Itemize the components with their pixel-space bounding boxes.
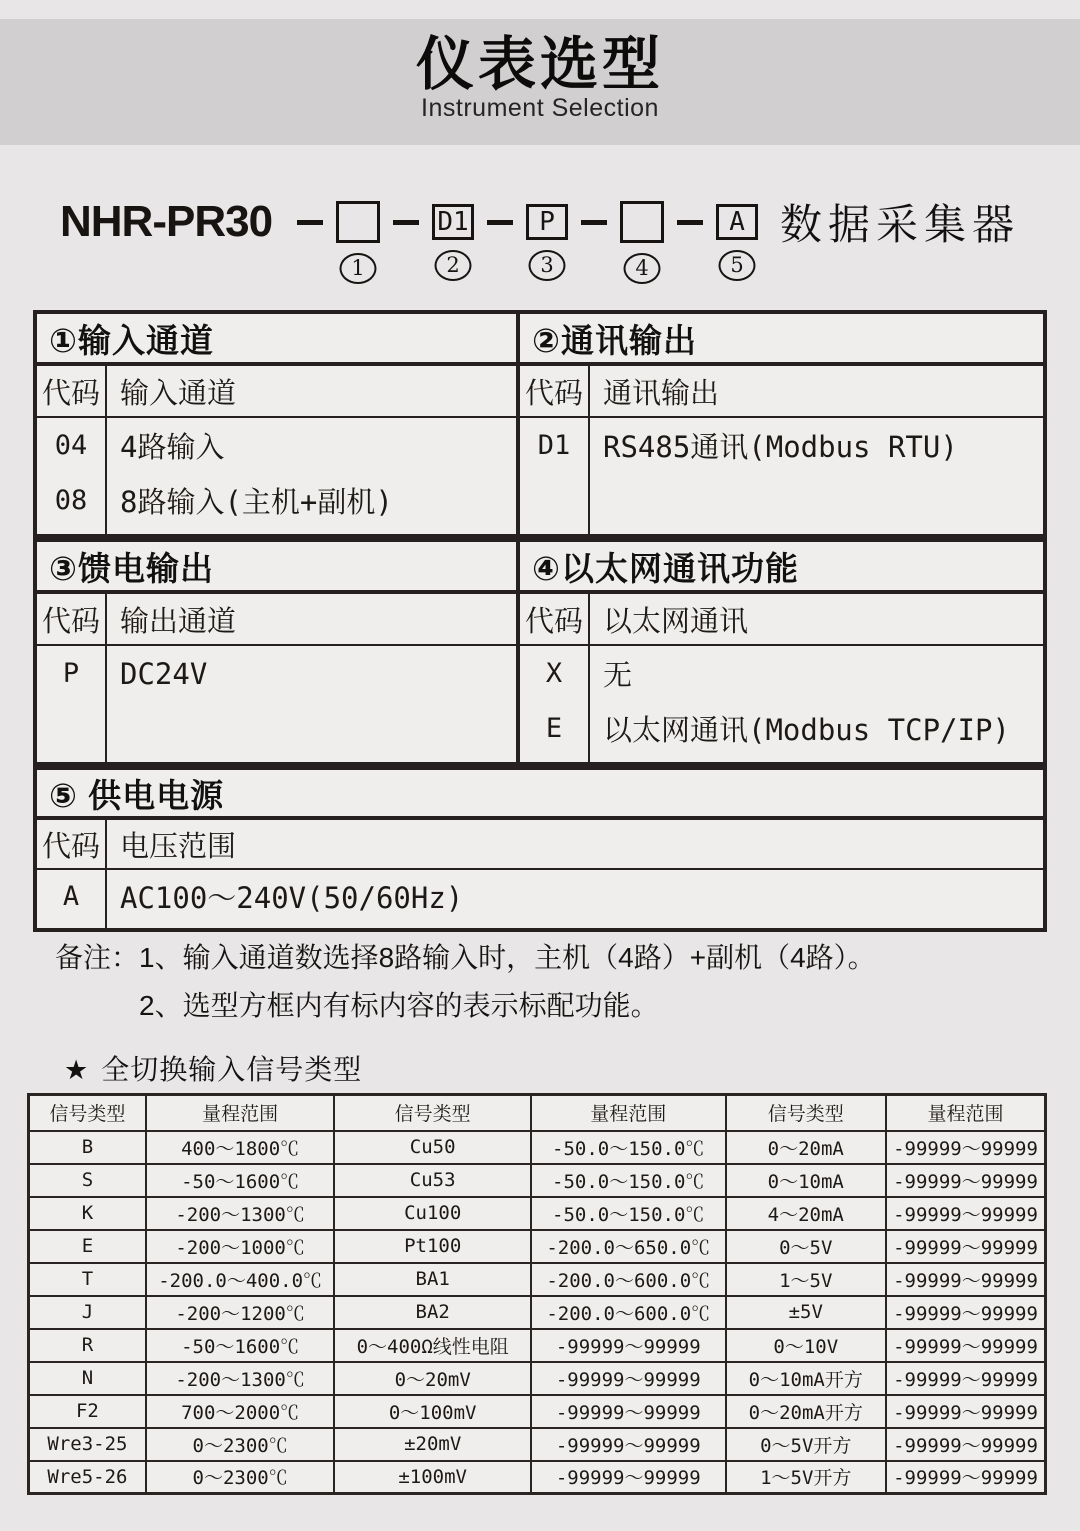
signal-cell: -200～1000℃ xyxy=(146,1230,335,1263)
desc-column xyxy=(590,418,1043,534)
circled-number-4: 4 xyxy=(624,253,661,284)
col-header: 量程范围 xyxy=(146,1095,335,1131)
signal-cell: 1～5V开方 xyxy=(726,1461,886,1494)
star-icon: ★ xyxy=(64,1055,90,1085)
desc-header: 输入通道 xyxy=(120,377,237,410)
table-row xyxy=(29,1329,1046,1362)
note-line-1: 备注：1、输入通道数选择8路输入时，主机（4路）+副机（4路）。 xyxy=(55,942,876,973)
desc-column xyxy=(107,646,516,762)
signal-cell: S xyxy=(29,1164,146,1197)
desc-value: RS485通讯(Modbus RTU) xyxy=(603,430,958,464)
signal-cell: 0～100mV xyxy=(334,1395,531,1428)
signal-cell: R xyxy=(29,1329,146,1362)
model-segment-1 xyxy=(336,201,380,280)
signal-cell: F2 xyxy=(29,1395,146,1428)
code-value: 08 xyxy=(54,485,88,516)
signal-header-row xyxy=(29,1095,1046,1131)
code-value: X xyxy=(545,658,563,689)
table-row xyxy=(29,1131,1046,1164)
signal-cell: -99999～99999 xyxy=(531,1362,726,1395)
signal-cell: -50～1600℃ xyxy=(146,1329,335,1362)
table-row xyxy=(29,1362,1046,1395)
signal-cell: -50～1600℃ xyxy=(146,1164,335,1197)
code-header: 代码 xyxy=(520,594,590,644)
dash-separator xyxy=(393,220,419,225)
signal-cell: BA2 xyxy=(334,1296,531,1329)
code-column xyxy=(37,870,107,928)
signal-cell: -50.0～150.0℃ xyxy=(531,1164,726,1197)
signal-section-title-text: 全切换输入信号类型 xyxy=(101,1054,363,1085)
signal-cell: -99999～99999 xyxy=(531,1461,726,1494)
selection-block-5 xyxy=(33,766,1047,932)
model-box-5: A xyxy=(716,204,758,240)
model-box-1 xyxy=(336,201,380,243)
col-header: 信号类型 xyxy=(29,1095,146,1131)
table-title: ①输入通道 xyxy=(37,314,516,366)
note-line-2: 2、选型方框内有标内容的表示标配功能。 xyxy=(139,990,659,1021)
signal-cell: N xyxy=(29,1362,146,1395)
signal-cell: 700～2000℃ xyxy=(146,1395,335,1428)
model-segment-2 xyxy=(432,204,474,277)
desc-header: 输出通道 xyxy=(120,605,237,638)
table-input-channel xyxy=(37,314,520,534)
selection-block-3-4 xyxy=(33,538,1047,766)
signal-cell: -200～1300℃ xyxy=(146,1197,335,1230)
signal-cell: Pt100 xyxy=(334,1230,531,1263)
signal-cell: 0～5V xyxy=(726,1230,886,1263)
page-subtitle: Instrument Selection xyxy=(421,94,659,122)
table-header-row xyxy=(520,594,1043,646)
signal-cell: -200.0～650.0℃ xyxy=(531,1230,726,1263)
dash-separator xyxy=(677,220,703,225)
table-row xyxy=(29,1296,1046,1329)
signal-cell: BA1 xyxy=(334,1263,531,1296)
desc-column xyxy=(107,418,516,534)
signal-cell: 0～20mA xyxy=(726,1131,886,1164)
signal-cell: Cu100 xyxy=(334,1197,531,1230)
col-header: 信号类型 xyxy=(726,1095,886,1131)
signal-cell: -200.0～400.0℃ xyxy=(146,1263,335,1296)
table-row xyxy=(29,1197,1046,1230)
signal-cell: -200～1200℃ xyxy=(146,1296,335,1329)
code-header: 代码 xyxy=(37,366,107,416)
model-box-3: P xyxy=(526,204,568,240)
table-title: ②通讯输出 xyxy=(520,314,1043,366)
signal-cell: -99999～99999 xyxy=(886,1461,1046,1494)
signal-cell: -50.0～150.0℃ xyxy=(531,1197,726,1230)
desc-value: 8路输入(主机+副机) xyxy=(120,485,393,519)
table-body xyxy=(37,418,516,534)
signal-cell: 0～10mA开方 xyxy=(726,1362,886,1395)
signal-cell: -99999～99999 xyxy=(886,1164,1046,1197)
table-row xyxy=(29,1395,1046,1428)
code-header: 代码 xyxy=(37,820,107,868)
signal-cell: -99999～99999 xyxy=(531,1329,726,1362)
signal-cell: Cu50 xyxy=(334,1131,531,1164)
desc-value: AC100～240V(50/60Hz) xyxy=(120,880,464,915)
signal-cell: -99999～99999 xyxy=(886,1263,1046,1296)
table-body xyxy=(37,646,516,762)
signal-cell: 0～20mA开方 xyxy=(726,1395,886,1428)
desc-value: 无 xyxy=(603,658,633,692)
table-title: ④以太网通讯功能 xyxy=(520,542,1043,594)
signal-cell: -99999～99999 xyxy=(886,1362,1046,1395)
signal-cell: -99999～99999 xyxy=(886,1329,1046,1362)
code-column xyxy=(37,418,107,534)
notes xyxy=(55,941,876,1023)
desc-header: 电压范围 xyxy=(120,830,237,863)
signal-cell: 0～2300℃ xyxy=(146,1461,335,1494)
signal-cell: 1～5V xyxy=(726,1263,886,1296)
selection-block-1-2 xyxy=(33,310,1047,538)
model-box-2: D1 xyxy=(432,204,474,240)
signal-cell: -99999～99999 xyxy=(886,1395,1046,1428)
header-band xyxy=(0,19,1080,145)
signal-cell: T xyxy=(29,1263,146,1296)
signal-cell: -99999～99999 xyxy=(886,1296,1046,1329)
signal-cell: 0～10V xyxy=(726,1329,886,1362)
signal-cell: -50.0～150.0℃ xyxy=(531,1131,726,1164)
circled-number-1: 1 xyxy=(340,253,377,284)
signal-cell: B xyxy=(29,1131,146,1164)
code-value: D1 xyxy=(537,430,571,461)
table-row xyxy=(29,1428,1046,1461)
code-value: A xyxy=(62,880,80,912)
desc-column xyxy=(107,870,1043,928)
desc-value: 以太网通讯(Modbus TCP/IP) xyxy=(603,713,1010,747)
signal-cell: -99999～99999 xyxy=(531,1395,726,1428)
signal-cell: E xyxy=(29,1230,146,1263)
signal-section-title xyxy=(64,1048,362,1088)
desc-value: DC24V xyxy=(120,656,208,691)
signal-cell: Cu53 xyxy=(334,1164,531,1197)
col-header: 量程范围 xyxy=(531,1095,726,1131)
signal-cell: 0～2300℃ xyxy=(146,1428,335,1461)
table-header-row xyxy=(37,594,516,646)
signal-cell: K xyxy=(29,1197,146,1230)
signal-cell: ±5V xyxy=(726,1296,886,1329)
model-prefix: NHR-PR30 xyxy=(60,197,273,246)
code-value: E xyxy=(545,713,563,744)
table-body xyxy=(520,646,1043,762)
table-body xyxy=(520,418,1043,534)
signal-cell: Wre3-25 xyxy=(29,1428,146,1461)
model-code-line xyxy=(60,197,1021,280)
table-body xyxy=(37,870,1043,928)
signal-type-table xyxy=(27,1093,1047,1495)
signal-cell: -99999～99999 xyxy=(886,1131,1046,1164)
table-comm-output xyxy=(520,314,1043,534)
signal-cell: -99999～99999 xyxy=(531,1428,726,1461)
desc-value: 4路输入 xyxy=(120,430,225,464)
table-row xyxy=(29,1230,1046,1263)
code-header: 代码 xyxy=(37,594,107,644)
desc-header: 通讯输出 xyxy=(603,377,720,410)
signal-cell: 0～20mV xyxy=(334,1362,531,1395)
model-segment-5 xyxy=(716,204,758,277)
signal-cell: 0～10mA xyxy=(726,1164,886,1197)
code-value: 04 xyxy=(54,430,88,461)
signal-cell: -99999～99999 xyxy=(886,1428,1046,1461)
table-feed-output xyxy=(37,542,520,762)
table-title: ⑤ 供电电源 xyxy=(37,770,1043,820)
signal-cell: -99999～99999 xyxy=(886,1197,1046,1230)
page-title: 仪表选型 xyxy=(415,32,664,97)
table-header-row xyxy=(37,366,516,418)
code-column xyxy=(520,646,590,762)
signal-cell: ±100mV xyxy=(334,1461,531,1494)
signal-cell: Wre5-26 xyxy=(29,1461,146,1494)
code-value: P xyxy=(62,658,80,689)
table-ethernet xyxy=(520,542,1043,762)
signal-cell: ±20mV xyxy=(334,1428,531,1461)
table-title: ③馈电输出 xyxy=(37,542,516,594)
signal-cell: -200.0～600.0℃ xyxy=(531,1296,726,1329)
model-box-4 xyxy=(620,201,664,243)
circled-number-3: 3 xyxy=(529,250,566,281)
code-column xyxy=(520,418,590,534)
table-row xyxy=(29,1263,1046,1296)
circled-number-5: 5 xyxy=(719,250,756,281)
signal-cell: -200.0～600.0℃ xyxy=(531,1263,726,1296)
signal-cell: 4～20mA xyxy=(726,1197,886,1230)
product-name: 数据采集器 xyxy=(780,201,1021,248)
code-column xyxy=(37,646,107,762)
table-row xyxy=(29,1164,1046,1197)
signal-cell: 400～1800℃ xyxy=(146,1131,335,1164)
table-row xyxy=(29,1461,1046,1494)
table-header-row xyxy=(37,820,1043,870)
table-header-row xyxy=(520,366,1043,418)
model-segment-3 xyxy=(526,204,568,277)
dash-separator xyxy=(581,220,607,225)
signal-cell: 0～400Ω线性电阻 xyxy=(334,1329,531,1362)
code-header: 代码 xyxy=(520,366,590,416)
col-header: 量程范围 xyxy=(886,1095,1046,1131)
table-power-supply xyxy=(37,770,1043,928)
signal-cell: 0～5V开方 xyxy=(726,1428,886,1461)
model-segment-4 xyxy=(620,201,664,280)
signal-cell: J xyxy=(29,1296,146,1329)
signal-cell: -200～1300℃ xyxy=(146,1362,335,1395)
signal-cell: -99999～99999 xyxy=(886,1230,1046,1263)
dash-separator xyxy=(297,220,323,225)
col-header: 信号类型 xyxy=(334,1095,531,1131)
dash-separator xyxy=(487,220,513,225)
desc-column xyxy=(590,646,1043,762)
circled-number-2: 2 xyxy=(435,250,472,281)
desc-header: 以太网通讯 xyxy=(603,605,749,638)
